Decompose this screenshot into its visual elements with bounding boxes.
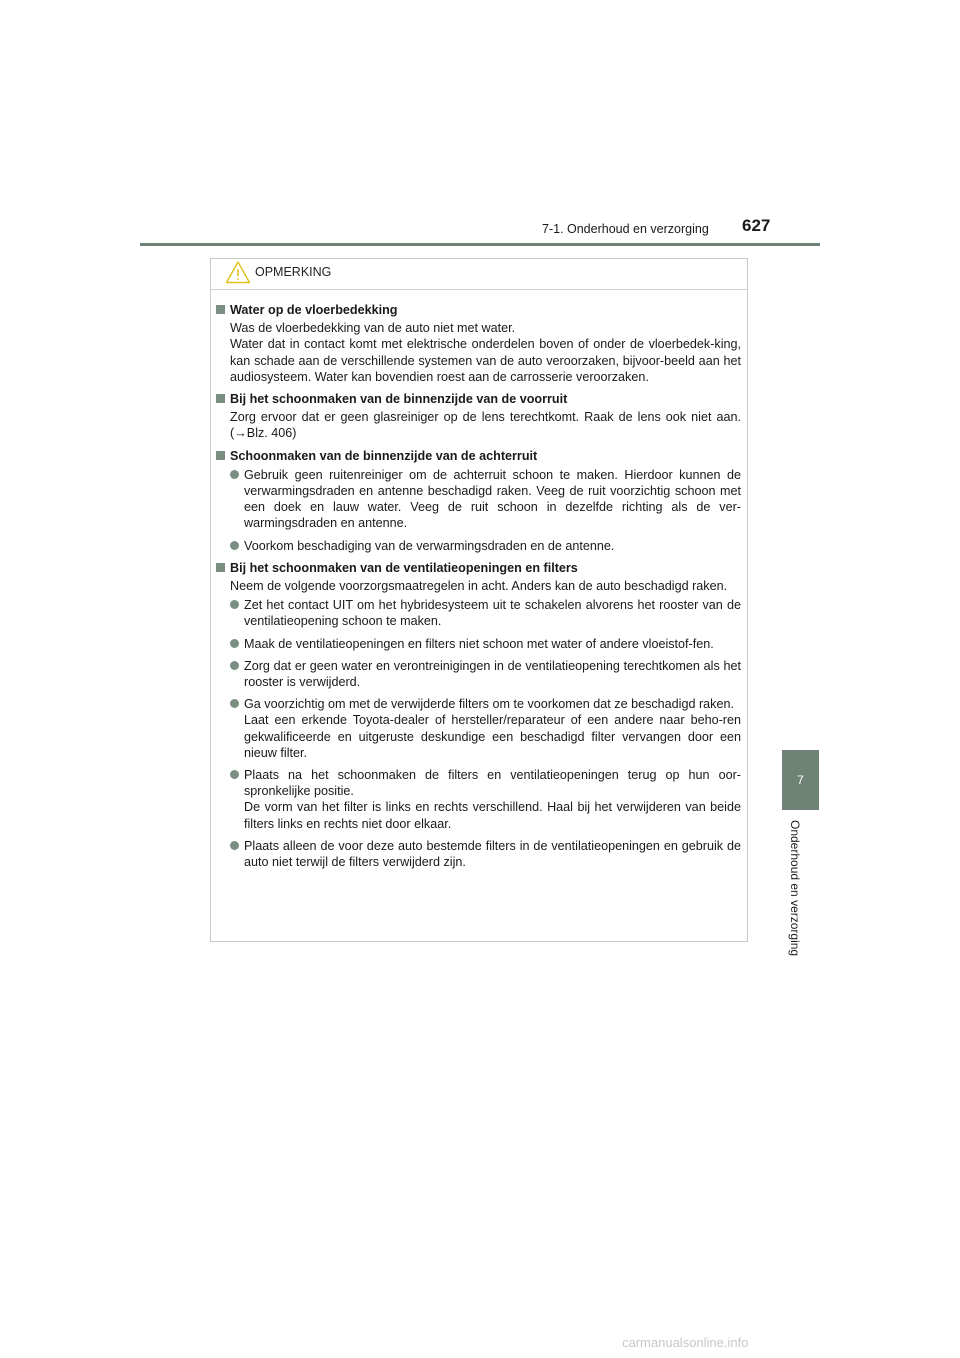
notice-box <box>210 258 748 942</box>
section-heading-text: Schoonmaken van de binnenzijde van de achterruit <box>230 448 538 463</box>
list-item-paragraph: Zorg dat er geen water en verontreinigingen in de ventilatieopening terechtkomen als het rooster is verwijderd. <box>244 658 741 690</box>
section-paragraphs <box>230 578 741 594</box>
list-item-text <box>244 538 741 554</box>
list-item <box>230 658 741 690</box>
section-title: 7-1. Onderhoud en verzorging <box>542 222 709 236</box>
list-item <box>230 597 741 629</box>
section-heading <box>216 302 741 318</box>
notice-section <box>216 560 741 870</box>
list-item <box>230 538 741 554</box>
list-item-text <box>244 767 741 832</box>
square-bullet-icon <box>216 305 225 314</box>
section-paragraph: Zorg ervoor dat er geen glasreiniger op de lens terechtkomt. Raak de lens ook niet aan. (→Blz. 406) <box>230 410 741 441</box>
header-rule <box>140 243 820 246</box>
list-item-text <box>244 467 741 532</box>
list-item-paragraph: Plaats na het schoonmaken de filters en ventilatieopeningen terug op hun oor-spronkelijke positie. <box>244 768 741 799</box>
square-bullet-icon <box>216 394 225 403</box>
list-item-paragraph: Ga voorzichtig om met de verwijderde filters om te voorkomen dat ze beschadigd raken. <box>244 697 734 712</box>
section-heading <box>216 448 741 464</box>
list-item <box>230 838 741 870</box>
section-heading <box>216 560 741 576</box>
list-item <box>230 467 741 532</box>
section-paragraphs <box>230 409 741 441</box>
list-item-paragraph: Voorkom beschadiging van de verwarmingsdraden en de antenne. <box>244 538 615 553</box>
list-item <box>230 696 741 761</box>
list-item-paragraph: Maak de ventilatieopeningen en filters niet schoon met water of andere vloeistof-fen. <box>244 636 714 651</box>
chapter-tab-label: Onderhoud en verzorging <box>788 820 802 957</box>
list-item-paragraph: Plaats alleen de voor deze auto bestemde filters in de ventilatieopeningen en gebruik de auto niet terwijl de filters verwijderd zijn. <box>244 838 741 870</box>
section-paragraph: Was de vloerbedekking van de auto niet met water. <box>230 321 516 336</box>
list-item-text <box>244 838 741 870</box>
round-bullet-icon <box>230 661 239 670</box>
list-item-paragraph: De vorm van het filter is links en rechts verschillend. Haal bij het verwijderen van beide filters links en rechts niet door elkaar. <box>244 800 741 831</box>
round-bullet-icon <box>230 600 239 609</box>
section-heading <box>216 391 741 407</box>
list-item-paragraph: Laat een erkende Toyota-dealer of hersteller/reparateur of een andere naar beho-ren gekwalificeerde en uitgeruste deskundige een beschadigd filter vervangen door een nieuw filter. <box>244 713 741 760</box>
round-bullet-icon <box>230 699 239 708</box>
chapter-tab <box>782 750 819 810</box>
notice-body <box>211 290 747 870</box>
chapter-tab-number: 7 <box>797 773 804 787</box>
section-heading-text: Bij het schoonmaken van de ventilatieopeningen en filters <box>230 560 578 575</box>
list-item-text <box>244 636 741 652</box>
list-item-paragraph: Zet het contact UIT om het hybridesysteem uit te schakelen alvorens het rooster van de ventilatieopening schoon te maken. <box>244 598 741 629</box>
square-bullet-icon <box>216 451 225 460</box>
list-item-text <box>244 597 741 629</box>
notice-section <box>216 391 741 442</box>
list-item <box>230 636 741 652</box>
square-bullet-icon <box>216 563 225 572</box>
bullet-list <box>230 597 741 870</box>
section-paragraph: Neem de volgende voorzorgsmaatregelen in acht. Anders kan de auto beschadigd raken. <box>230 579 728 594</box>
list-item <box>230 767 741 832</box>
notice-title: OPMERKING <box>255 265 332 279</box>
round-bullet-icon <box>230 470 239 479</box>
bullet-list <box>230 467 741 554</box>
watermark-text: carmanualsonline.info <box>622 1335 749 1350</box>
list-item-text <box>244 658 741 690</box>
section-heading-text: Bij het schoonmaken van de binnenzijde van de voorruit <box>230 392 568 407</box>
round-bullet-icon <box>230 841 239 850</box>
list-item-text <box>244 696 741 761</box>
notice-section <box>216 302 741 385</box>
round-bullet-icon <box>230 639 239 648</box>
warning-triangle-icon <box>225 260 251 284</box>
page-number: 627 <box>742 216 771 235</box>
section-paragraph: Water dat in contact komt met elektrische onderdelen boven of onder de vloerbedek-king, kan schade aan de verschillende systemen van de auto veroorzaken, bijvoor-beeld aan het audiosysteem. Water kan bovendien roest aan de carrosserie veroorzaken. <box>230 337 741 384</box>
list-item-paragraph: Gebruik geen ruitenreiniger om de achterruit schoon te maken. Hierdoor kunnen de verwarmingsdraden en antenne beschadigd raken. Veeg de ruit voorzichtig schoon met een doek en lauw water. Veeg de ruit schoon in dezelfde richting als de ver-warmingsdraden en antenne. <box>244 467 741 531</box>
section-paragraphs <box>230 320 741 385</box>
round-bullet-icon <box>230 770 239 779</box>
notice-section <box>216 448 741 554</box>
section-heading-text: Water op de vloerbedekking <box>230 303 398 317</box>
notice-header <box>211 259 747 290</box>
round-bullet-icon <box>230 541 239 550</box>
